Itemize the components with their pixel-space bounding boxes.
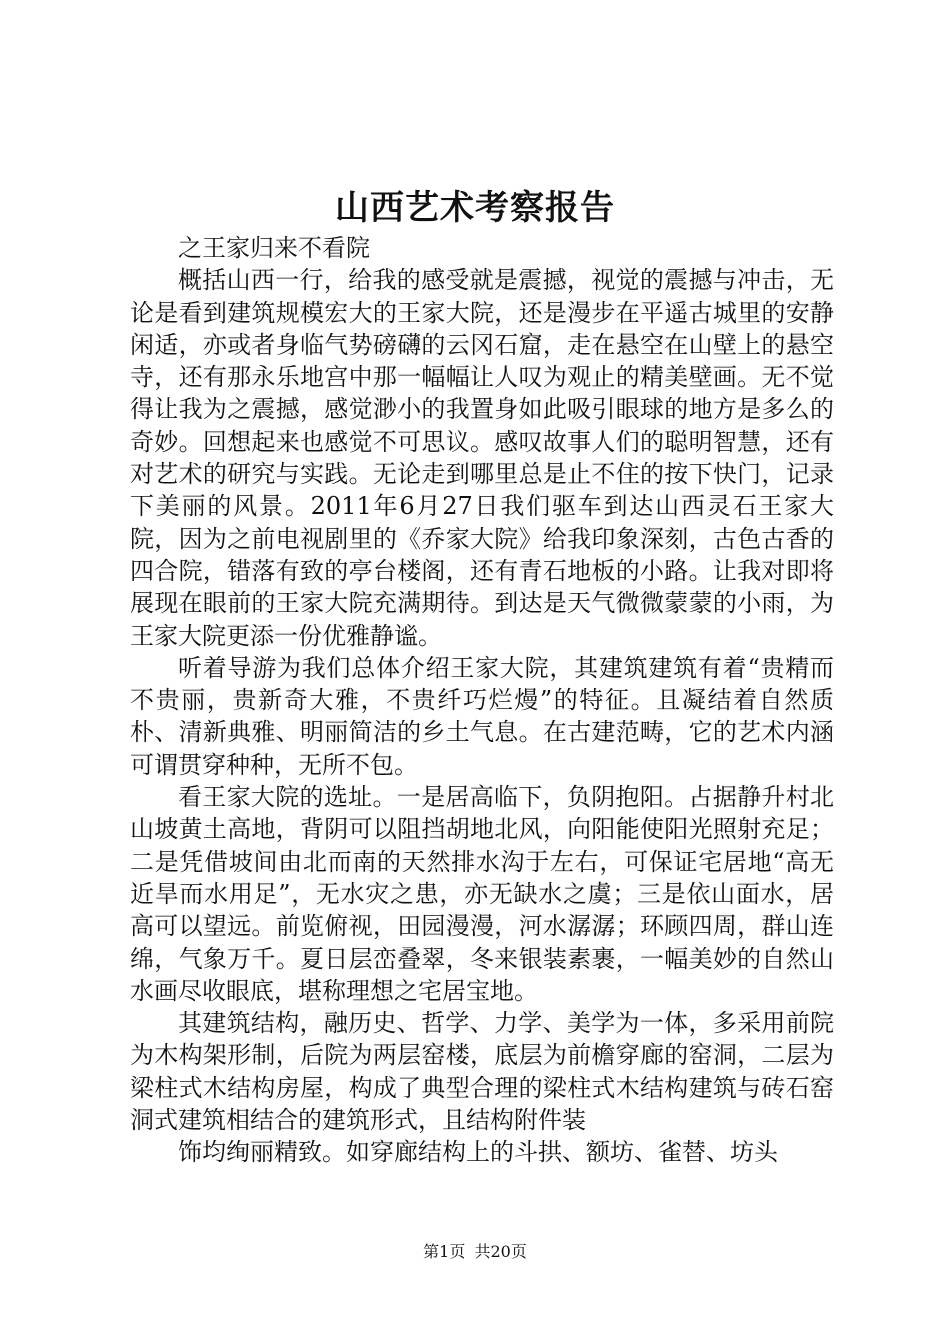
paragraph-4: 其建筑结构，融历史、哲学、力学、美学为一体，多采用前院为木构架形制，后院为两层窑楼，底层为前檐穿廊的窑洞，二层为梁柱式木结构房屋，构成了典型合理的梁柱式木结构建筑与砖石窑洞式建筑相结合的建筑形式，且结构附件装 <box>130 1009 834 1135</box>
paragraph-5: 饰均绚丽精致。如穿廊结构上的斗拱、额坊、雀替、坊头 <box>178 1138 778 1167</box>
paragraph-subtitle: 之王家归来不看院 <box>178 234 370 262</box>
page-footer <box>0 1240 950 1264</box>
document-title: 山西艺术考察报告 <box>335 188 615 228</box>
page-total: 共20页 <box>474 1242 527 1261</box>
paragraph-2: 听着导游为我们总体介绍王家大院，其建筑建筑有着“贵精而不贵丽，贵新奇大雅，不贵纤巧烂熳”的特征。且凝结着自然质朴、清新典雅、明丽简洁的乡土气息。在古建范畴，它的艺术内涵可谓贯穿种种，无所不包。 <box>130 653 834 779</box>
document-body <box>130 232 834 1169</box>
paragraph-1: 概括山西一行，给我的感受就是震撼，视觉的震撼与冲击，无论是看到建筑规模宏大的王家大院，还是漫步在平遥古城里的安静闲适，亦或者身临气势磅礴的云冈石窟，走在悬空在山壁上的悬空寺，还有那永乐地宫中那一幅幅让人叹为观止的精美壁画。无不觉得让我为之震撼，感觉渺小的我置身如此吸引眼球的地方是多么的奇妙。回想起来也感觉不可思议。感叹故事人们的聪明智慧，还有对艺术的研究与实践。无论走到哪里总是止不住的按下快门，记录下美丽的风景。2011年6月27日我们驱车到达山西灵石王家大院，因为之前电视剧里的《乔家大院》给我印象深刻，古色古香的四合院，错落有致的亭台楼阁，还有青石地板的小路。让我对即将展现在眼前的王家大院充满期待。到达是天气微微蒙蒙的小雨，为王家大院更添一份优雅静谧。 <box>130 266 834 650</box>
paragraph-3: 看王家大院的选址。一是居高临下，负阴抱阳。占据静升村北山坡黄土高地，背阴可以阻挡胡地北风，向阳能使阳光照射充足；二是凭借坡间由北而南的天然排水沟于左右，可保证宅居地“高无近旱而水用足”，无水灾之患，亦无缺水之虞；三是依山面水，居高可以望远。前览俯视，田园漫漫，河水潺潺；环顾四周，群山连绵，气象万千。夏日层峦叠翠，冬来银装素裹，一幅美妙的自然山水画尽收眼底，堪称理想之宅居宝地。 <box>130 783 834 1005</box>
page-number: 第1页 <box>423 1242 466 1261</box>
